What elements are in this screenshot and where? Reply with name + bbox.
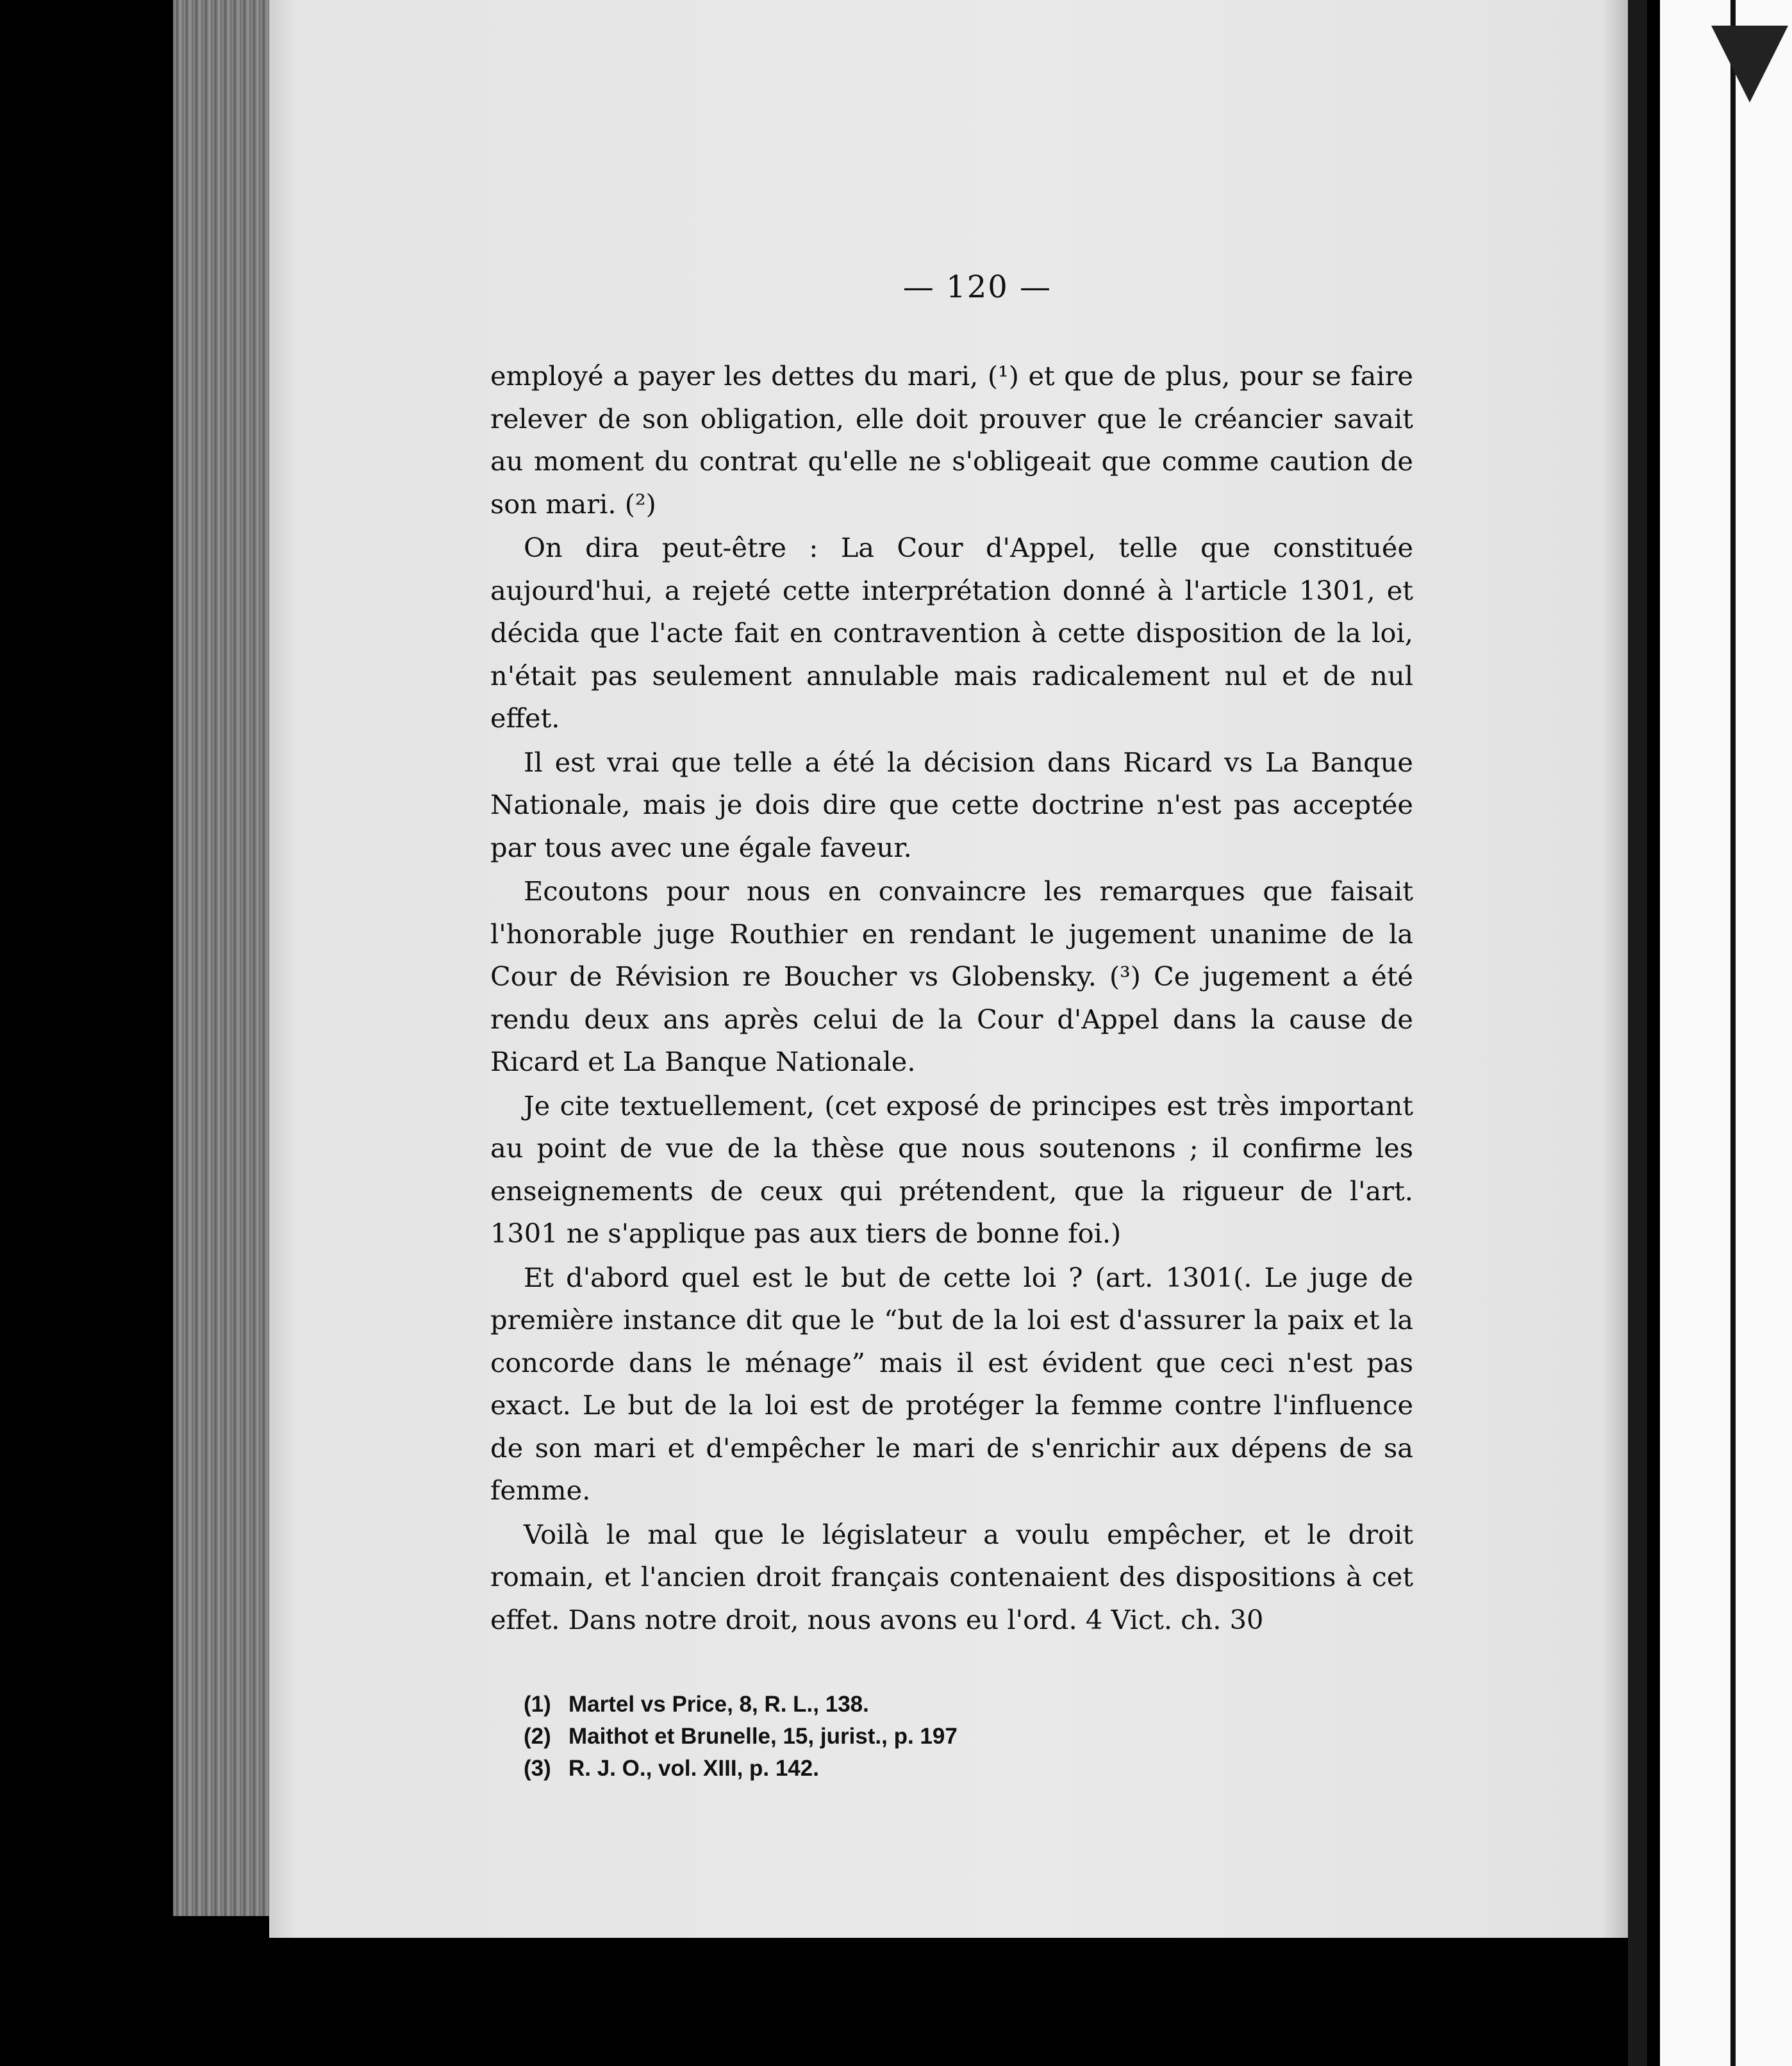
footnote-number: (3) [524, 1756, 551, 1781]
paragraph-1: employé a payer les dettes du mari, (¹) et que de plus, pour se faire relever de son obligation, elle doit prouver que le créancier savait au moment du contrat qu'elle ne s'obligeait que comme caution de son mari. (²) [490, 360, 1413, 520]
paragraph-3: Il est vrai que telle a été la décision dans Ricard vs La Banque Nationale, mais je dois dire que cette doctrine n'est pas acceptée par tous avec une égale faveur. [490, 746, 1413, 863]
page-content [490, 269, 1413, 1785]
footnote-3 [524, 1753, 1413, 1785]
paragraph-5: Je cite textuellement, (cet exposé de principes est très important au point de vue de la thèse que nous soutenons ; il confirme les enseignements de ceux qui prétendent, que la rigueur de l'art. 1301 ne s'applique pas aux tiers de bonne foi.) [490, 1089, 1413, 1249]
footnote-text: R. J. O., vol. XIII, p. 142. [568, 1756, 819, 1781]
paragraph-2: On dira peut-être : La Cour d'Appel, telle que constituée aujourd'hui, a rejeté cette interprétation donné à l'article 1301, et décida que l'acte fait en contravention à cette disposition de la loi, n'était pas seulement annulable mais radicalement nul et de nul effet. [490, 532, 1413, 734]
page-fold-line [1730, 0, 1736, 2066]
facing-page-edge [1660, 0, 1792, 2066]
book-gutter [1628, 0, 1647, 2066]
footnote-number: (1) [524, 1692, 551, 1717]
footnote-2 [524, 1721, 1413, 1753]
footnote-1 [524, 1689, 1413, 1721]
stacked-page-edges [173, 0, 282, 1916]
footnotes [524, 1689, 1413, 1785]
page-number: — 120 — [902, 269, 1052, 305]
page-corner-shadow [1711, 26, 1788, 103]
paragraph-4: Ecoutons pour nous en convaincre les remarques que faisait l'honorable juge Routhier en rendant le jugement unanime de la Cour de Révision re Boucher vs Globensky. (³) Ce jugement a été rendu deux ans après celui de la Cour d'Appel dans la cause de Ricard et La Banque Nationale. [490, 875, 1413, 1077]
paragraph-6: Et d'abord quel est le but de cette loi ? (art. 1301(. Le juge de première instance dit que le “but de la loi est d'assurer la paix et la concorde dans le ménage” mais il est évident que ceci n'est pas exact. Le but de la loi est de protéger la femme contre l'influence de son mari et d'empêcher le mari de s'enrichir aux dépens de sa femme. [490, 1261, 1413, 1506]
footnote-text: Martel vs Price, 8, R. L., 138. [568, 1692, 869, 1717]
paragraph-7: Voilà le mal que le législateur a voulu empêcher, et le droit romain, et l'ancien droit français contenaient des dispositions à cet effet. Dans notre droit, nous avons eu l'ord. 4 Vict. ch. 30 [490, 1518, 1413, 1635]
footnote-number: (2) [524, 1724, 551, 1749]
footnote-text: Maithot et Brunelle, 15, jurist., p. 197 [568, 1724, 958, 1749]
